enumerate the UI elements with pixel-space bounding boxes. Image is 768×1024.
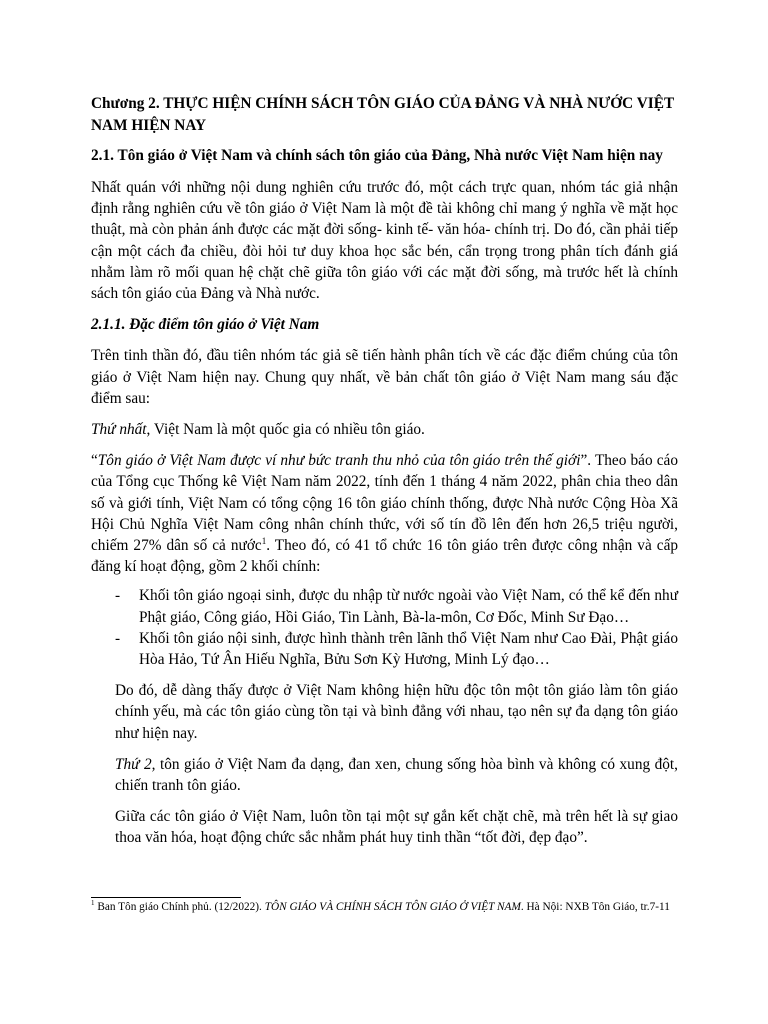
quote-open-mark: “ bbox=[91, 452, 98, 470]
first-point-text: , Việt Nam là một quốc gia có nhiều tôn giáo. bbox=[146, 421, 425, 439]
quote-text: Tôn giáo ở Việt Nam được ví như bức tranh thu nhỏ của tôn giáo trên thế giới bbox=[97, 452, 581, 470]
quote-paragraph bbox=[91, 450, 678, 577]
intro-paragraph: Nhất quán với những nội dung nghiên cứu trước đó, một cách trực quan, nhóm tác giả nhận định rằng nghiên cứu về tôn giáo ở Việt Nam là một đề tài không chỉ mang ý nghĩa về mặt học thuật, mà còn phản ánh được các mặt đời sống- kinh tế- văn hóa- chính trị. Do đó, cần phải tiếp cận một cách đa chiều, đòi hỏi tư duy khoa học sắc bén, cẩn trọng trong phân tích đánh giá nhằm làm rõ mối quan hệ chặt chẽ giữa tôn giáo với các mặt đời sống, mà trước hết là chính sách tôn giáo của Đảng và Nhà nước. bbox=[91, 179, 678, 303]
list-item bbox=[91, 585, 678, 627]
dash-bullet: - bbox=[115, 587, 121, 605]
footnote-source: Ban Tôn giáo Chính phủ. (12/2022). bbox=[94, 901, 265, 913]
subsection-title: 2.1.1. Đặc điểm tôn giáo ở Việt Nam bbox=[91, 316, 320, 334]
footnote-title: TÔN GIÁO VÀ CHÍNH SÁCH TÔN GIÁO Ở VIỆT NAM bbox=[264, 901, 521, 913]
first-point-paragraph bbox=[91, 419, 678, 440]
footnote-number: 1 bbox=[91, 899, 95, 908]
second-point-label: Thứ 2, bbox=[115, 755, 156, 773]
footnote-publisher: . Hà Nội: NXB Tôn Giáo, tr.7-11 bbox=[520, 901, 670, 913]
closing-paragraph: Giữa các tôn giáo ở Việt Nam, luôn tồn tại một sự gắn kết chặt chẽ, mà trên hết là sự giao thoa văn hóa, hoạt động chức sắc nhằm phát huy tinh thần “tốt đời, đẹp đạo”. bbox=[115, 808, 678, 847]
list-item-text: Khối tôn giáo nội sinh, được hình thành trên lãnh thổ Việt Nam như Cao Đài, Phật giáo Hòa Hảo, Tứ Ân Hiếu Nghĩa, Bửu Sơn Kỳ Hương, Minh Lý đạo… bbox=[139, 629, 678, 669]
religion-group-list bbox=[91, 585, 678, 670]
first-point-label: Thứ nhất bbox=[91, 421, 147, 439]
second-point-text: tôn giáo ở Việt Nam đa dạng, đan xen, chung sống hòa bình và không có xung đột, chiến tranh tôn giáo. bbox=[115, 755, 679, 795]
section-title: 2.1. Tôn giáo ở Việt Nam và chính sách tôn giáo của Đảng, Nhà nước Việt Nam hiện nay bbox=[91, 147, 663, 164]
document-page bbox=[91, 93, 678, 849]
list-item-text: Khối tôn giáo ngoại sinh, được du nhập từ nước ngoài vào Việt Nam, có thể kể đến như Phật giáo, Công giáo, Hồi Giáo, Tin Lành, Bà-la-môn, Cơ Đốc, Minh Sư Đạo… bbox=[139, 587, 678, 626]
quote-after-ref-text: . Theo đó, có 41 tổ chức 16 tôn giáo trên được công nhận và cấp đăng kí hoạt động, gồm 2 khối chính: bbox=[91, 537, 679, 576]
footnote bbox=[91, 899, 678, 915]
quote-body-text: ”. Theo báo cáo của Tổng cục Thống kê Việt Nam năm 2022, tính đến 1 tháng 4 năm 2022, phân chia theo dân số và giới tính, Việt Nam có tổng cộng 16 tôn giáo chính thống, được Nhà nước Cộng Hòa Xã Hội Chủ Nghĩa Việt Nam công nhân chính thức, với số tín đồ lên đến hơn 26,5 triệu người, chiếm 27% dân số cả nước bbox=[91, 452, 678, 555]
list-item bbox=[91, 628, 678, 670]
footnote-separator bbox=[91, 897, 241, 898]
dash-bullet: - bbox=[115, 629, 121, 647]
chapter-title: Chương 2. THỰC HIỆN CHÍNH SÁCH TÔN GIÁO CỦA ĐẢNG VÀ NHÀ NƯỚC VIỆT NAM HIỆN NAY bbox=[91, 95, 674, 134]
subsection-intro-paragraph: Trên tinh thần đó, đầu tiên nhóm tác giả sẽ tiến hành phân tích về các đặc điểm chúng của tôn giáo ở Việt Nam hiện nay. Chung quy nhất, về bản chất tôn giáo ở Việt Nam mang sáu đặc điểm sau: bbox=[91, 347, 678, 407]
conclusion-paragraph: Do đó, dễ dàng thấy được ở Việt Nam không hiện hữu độc tôn một tôn giáo làm tôn giáo chính yếu, mà các tôn giáo cùng tồn tại và bình đẳng với nhau, tạo nên sự đa dạng tôn giáo như hiện nay. bbox=[115, 682, 678, 742]
footnote-reference[interactable]: 1 bbox=[261, 535, 267, 546]
second-point-paragraph bbox=[91, 754, 678, 796]
